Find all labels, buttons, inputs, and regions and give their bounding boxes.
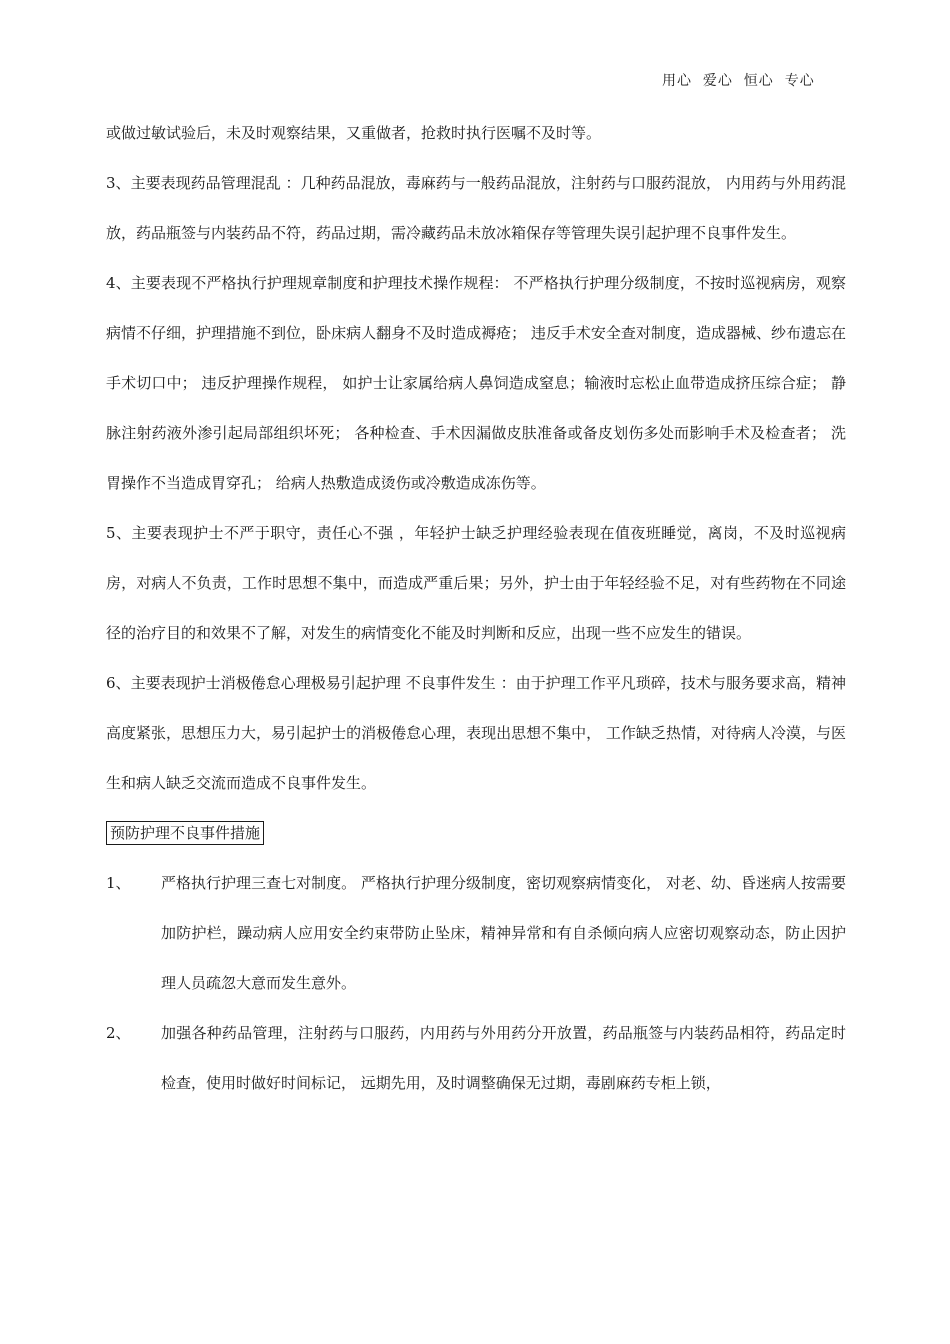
measure-item-2 bbox=[106, 1008, 846, 1108]
paragraph-continued: 或做过敏试验后，未及时观察结果，又重做者，抢救时执行医嘱不及时等。 bbox=[106, 124, 602, 142]
paragraph-item-5: 5、主要表现护士不严于职守，责任心不强 ，年轻护士缺乏护理经验表现在值夜班睡觉，离岗，不及时巡视病房，对病人不负责，工作时思想不集中，而造成严重后果；另外，护士由于年轻经验不足，对有些药物在不同途径的治疗目的和效果不了解，对发生的病情变化不能及时判断和反应，出现一些不应发生的错误。 bbox=[106, 524, 846, 642]
document-body bbox=[106, 108, 846, 1108]
measure-item-1 bbox=[106, 858, 846, 1008]
page-header: 用心 爱心 恒心 专心 bbox=[662, 73, 815, 89]
paragraph-item-3: 3、主要表现药品管理混乱 ：几种药品混放，毒麻药与一般药品混放，注射药与口服药混放， 内用药与外用药混放，药品瓶签与内装药品不符，药品过期，需冷藏药品未放冰箱保存等管理失误引起护理不良事件发生。 bbox=[106, 174, 846, 242]
measure-text: 加强各种药品管理，注射药与口服药，内用药与外用药分开放置，药品瓶签与内装药品相符，药品定时检查，使用时做好时间标记， 远期先用，及时调整确保无过期，毒剧麻药专柜上锁， bbox=[161, 1024, 846, 1092]
measure-text: 严格执行护理三查七对制度。 严格执行护理分级制度，密切观察病情变化， 对老、幼、昏迷病人按需要加防护栏，躁动病人应用安全约束带防止坠床，精神异常和有自杀倾向病人应密切观察动态，防止因护理人员疏忽大意而发生意外。 bbox=[161, 874, 846, 992]
measure-number: 1、 bbox=[106, 874, 131, 892]
measure-number: 2、 bbox=[106, 1024, 131, 1042]
section-title-wrapper bbox=[106, 808, 846, 858]
paragraph-item-6: 6、主要表现护士消极倦怠心理极易引起护理 不良事件发生 ：由于护理工作平凡琐碎，技术与服务要求高，精神高度紧张，思想压力大，易引起护士的消极倦怠心理，表现出思想不集中， 工作缺乏热情，对待病人冷漠，与医生和病人缺乏交流而造成不良事件发生。 bbox=[106, 674, 846, 792]
section-title: 预防护理不良事件措施 bbox=[106, 821, 264, 845]
paragraph-item-4: 4、主要表现不严格执行护理规章制度和护理技术操作规程： 不严格执行护理分级制度，不按时巡视病房，观察病情不仔细，护理措施不到位，卧床病人翻身不及时造成褥疮； 违反手术安全查对制度，造成器械、纱布遗忘在手术切口中； 违反护理操作规程， 如护士让家属给病人鼻饲造成窒息；输液时忘松止血带造成挤压综合症； 静脉注射药液外渗引起局部组织坏死； 各种检查、手术因漏做皮肤准备或备皮划伤多处而影响手术及检查者； 洗胃操作不当造成胃穿孔； 给病人热敷造成烫伤或冷敷造成冻伤等。 bbox=[106, 274, 846, 492]
